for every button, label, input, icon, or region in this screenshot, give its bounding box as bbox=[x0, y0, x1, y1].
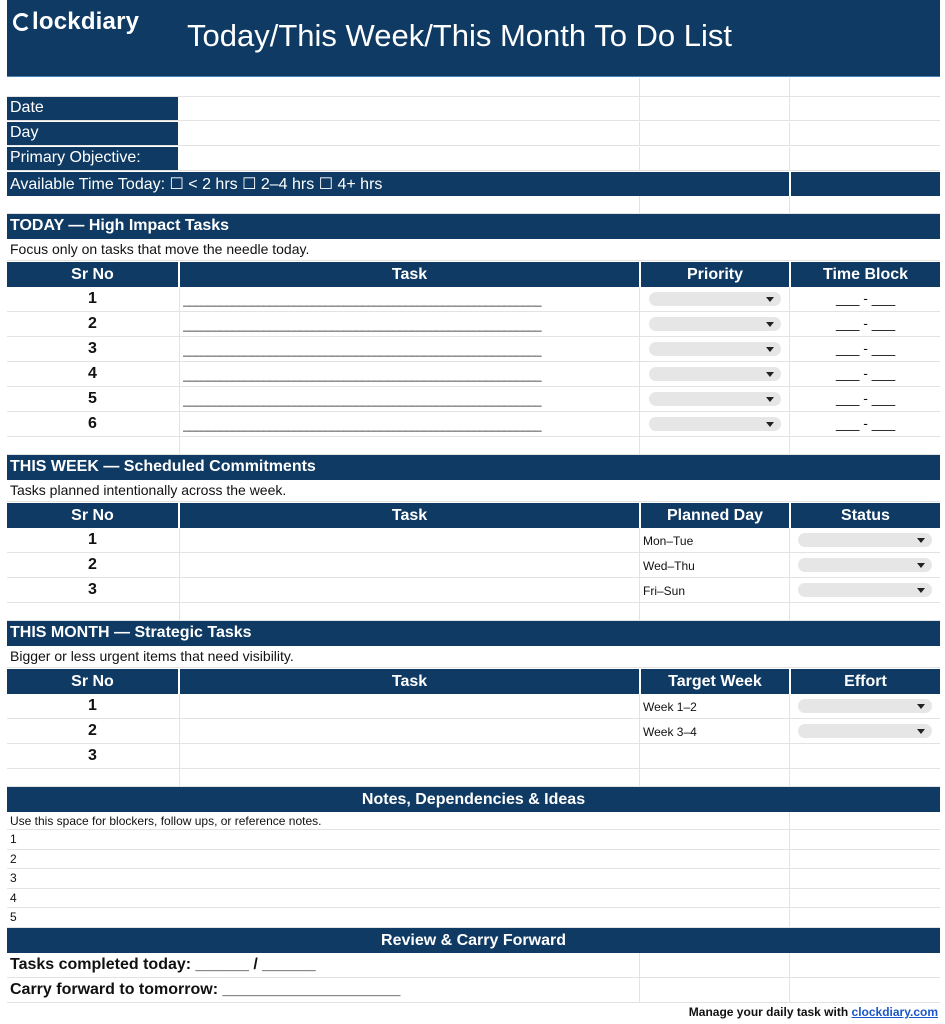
note-line[interactable] bbox=[7, 830, 940, 850]
time-block-field[interactable] bbox=[790, 412, 940, 436]
col-planned-day: Planned Day bbox=[666, 506, 764, 524]
task-field[interactable] bbox=[179, 553, 639, 577]
col-task: Task bbox=[391, 265, 428, 283]
notes-section-header bbox=[7, 787, 940, 812]
week-title: THIS WEEK — Scheduled Commitments bbox=[10, 458, 316, 475]
row-number: 5 bbox=[88, 390, 97, 407]
task-field[interactable] bbox=[179, 719, 639, 743]
chevron-down-icon bbox=[917, 588, 925, 593]
month-section-header bbox=[7, 621, 940, 646]
col-effort: Effort bbox=[844, 672, 887, 690]
date-field[interactable] bbox=[179, 97, 639, 120]
available-time-extra bbox=[791, 172, 940, 196]
today-table-header bbox=[7, 262, 940, 287]
note-line[interactable] bbox=[7, 869, 940, 889]
target-week-cell bbox=[640, 694, 789, 718]
task-field[interactable] bbox=[179, 694, 639, 718]
table-row bbox=[7, 312, 940, 337]
table-row bbox=[7, 387, 940, 412]
header-banner bbox=[7, 0, 940, 77]
table-row bbox=[7, 694, 940, 719]
task-field[interactable] bbox=[179, 744, 639, 768]
dropdown-select[interactable] bbox=[649, 392, 781, 406]
dropdown-select[interactable] bbox=[649, 342, 781, 356]
month-title: THIS MONTH — Strategic Tasks bbox=[10, 624, 252, 641]
dropdown-select[interactable] bbox=[798, 583, 932, 597]
clockdiary-logo bbox=[13, 8, 139, 36]
date-row bbox=[7, 97, 940, 121]
table-row bbox=[7, 287, 940, 312]
time-blank: ___ - ___ bbox=[836, 365, 896, 381]
task-field[interactable] bbox=[179, 362, 639, 386]
planned-day: Wed–Thu bbox=[643, 559, 695, 573]
dropdown-select[interactable] bbox=[649, 317, 781, 331]
today-section-header bbox=[7, 214, 940, 239]
col-priority: Priority bbox=[686, 265, 743, 283]
time-blank: ___ - ___ bbox=[836, 290, 896, 306]
row-number: 3 bbox=[88, 581, 97, 598]
time-blank: ___ - ___ bbox=[836, 315, 896, 331]
logo-text: lockdiary bbox=[32, 8, 140, 35]
col-sr-no: Sr No bbox=[71, 672, 114, 690]
dropdown-select[interactable] bbox=[798, 724, 932, 738]
carry-forward-field[interactable]: Carry forward to tomorrow: ____________________ bbox=[10, 981, 401, 998]
week-table-header bbox=[7, 503, 940, 528]
time-blank: ___ - ___ bbox=[836, 390, 896, 406]
col-status: Status bbox=[841, 506, 890, 524]
time-blank: ___ - ___ bbox=[836, 415, 896, 431]
date-label: Date bbox=[7, 97, 178, 120]
month-table-header bbox=[7, 669, 940, 694]
task-blank: __________________________________________________________ bbox=[183, 343, 542, 357]
note-line[interactable] bbox=[7, 908, 940, 928]
dropdown-select[interactable] bbox=[798, 558, 932, 572]
planned-day-cell bbox=[640, 553, 789, 577]
planned-day: Mon–Tue bbox=[643, 534, 694, 548]
week-subtitle: Tasks planned intentionally across the week. bbox=[10, 482, 287, 498]
col-target-week: Target Week bbox=[668, 672, 762, 690]
row-number: 1 bbox=[88, 531, 97, 548]
chevron-down-icon bbox=[766, 422, 774, 427]
target-week: Week 3–4 bbox=[643, 725, 697, 739]
row-number: 1 bbox=[88, 290, 97, 307]
footer-text: Manage your daily task with bbox=[688, 1005, 849, 1019]
review-section-header bbox=[7, 928, 940, 953]
day-label: Day bbox=[7, 122, 178, 145]
available-time-label[interactable]: Available Time Today: ☐ < 2 hrs ☐ 2–4 hrs ☐ 4+ hrs bbox=[7, 172, 789, 196]
row-number: 2 bbox=[88, 556, 97, 573]
table-row bbox=[7, 412, 940, 437]
task-blank: __________________________________________________________ bbox=[183, 418, 542, 432]
chevron-down-icon bbox=[917, 538, 925, 543]
time-block-field[interactable] bbox=[790, 362, 940, 386]
col-time-block: Time Block bbox=[822, 265, 909, 283]
chevron-down-icon bbox=[766, 372, 774, 377]
planned-day-cell bbox=[640, 578, 789, 602]
chevron-down-icon bbox=[766, 297, 774, 302]
table-row bbox=[7, 528, 940, 553]
notes-subtitle-row bbox=[7, 812, 940, 830]
dropdown-select[interactable] bbox=[798, 533, 932, 547]
spacer-row bbox=[7, 437, 940, 455]
table-row bbox=[7, 578, 940, 603]
task-field[interactable] bbox=[179, 287, 639, 311]
note-number: 1 bbox=[10, 832, 17, 846]
task-blank: __________________________________________________________ bbox=[183, 293, 542, 307]
col-task: Task bbox=[391, 506, 428, 524]
carry-forward-row bbox=[7, 978, 940, 1003]
chevron-down-icon bbox=[766, 397, 774, 402]
spacer-row bbox=[7, 78, 940, 97]
page-title: Today/This Week/This Month To Do List bbox=[187, 18, 733, 53]
objective-field[interactable] bbox=[179, 147, 639, 170]
note-line[interactable] bbox=[7, 889, 940, 909]
planned-day-cell bbox=[640, 528, 789, 552]
row-number: 2 bbox=[88, 722, 97, 739]
target-week-cell bbox=[640, 719, 789, 743]
task-field[interactable] bbox=[179, 337, 639, 361]
task-field[interactable] bbox=[179, 312, 639, 336]
today-subtitle-row bbox=[7, 239, 940, 261]
table-row bbox=[7, 337, 940, 362]
chevron-down-icon bbox=[766, 322, 774, 327]
col-task: Task bbox=[391, 672, 428, 690]
col-sr-no: Sr No bbox=[71, 265, 114, 283]
row-number: 2 bbox=[88, 315, 97, 332]
note-number: 4 bbox=[10, 890, 17, 905]
month-subtitle: Bigger or less urgent items that need visibility. bbox=[10, 648, 294, 664]
task-blank: __________________________________________________________ bbox=[183, 318, 542, 332]
row-number: 3 bbox=[88, 747, 97, 764]
time-block-field[interactable] bbox=[790, 387, 940, 411]
chevron-down-icon bbox=[917, 563, 925, 568]
dropdown-select[interactable] bbox=[798, 699, 932, 713]
today-subtitle: Focus only on tasks that move the needle today. bbox=[10, 241, 310, 257]
time-block-field[interactable] bbox=[790, 287, 940, 311]
objective-row bbox=[7, 147, 940, 171]
dropdown-select[interactable] bbox=[649, 417, 781, 431]
spacer-row bbox=[7, 769, 940, 787]
time-block-field[interactable] bbox=[790, 337, 940, 361]
row-number: 3 bbox=[88, 340, 97, 357]
note-line[interactable] bbox=[7, 850, 940, 870]
week-subtitle-row bbox=[7, 480, 940, 502]
row-number: 4 bbox=[88, 365, 97, 382]
note-number: 2 bbox=[10, 851, 17, 866]
task-field[interactable] bbox=[179, 412, 639, 436]
tasks-completed-field[interactable]: Tasks completed today: ______ / ______ bbox=[10, 956, 316, 973]
review-title: Review & Carry Forward bbox=[381, 931, 566, 949]
table-row bbox=[7, 744, 940, 769]
time-blank: ___ - ___ bbox=[836, 340, 896, 356]
notes-title: Notes, Dependencies & Ideas bbox=[361, 790, 586, 808]
planned-day: Fri–Sun bbox=[643, 584, 686, 598]
week-section-header bbox=[7, 455, 940, 480]
row-number: 6 bbox=[88, 415, 97, 432]
note-number: 5 bbox=[10, 910, 17, 924]
task-field[interactable] bbox=[179, 528, 639, 552]
note-number: 3 bbox=[10, 871, 17, 885]
footer-note bbox=[689, 1005, 938, 1019]
chevron-down-icon bbox=[917, 729, 925, 734]
clock-logo-icon bbox=[13, 13, 31, 31]
task-field[interactable] bbox=[179, 387, 639, 411]
table-row bbox=[7, 553, 940, 578]
task-blank: __________________________________________________________ bbox=[183, 368, 542, 382]
clockdiary-link[interactable]: clockdiary.com bbox=[851, 1005, 938, 1019]
chevron-down-icon bbox=[766, 347, 774, 352]
notes-subtitle: Use this space for blockers, follow ups, or reference notes. bbox=[10, 814, 322, 828]
dropdown-select[interactable] bbox=[649, 367, 781, 381]
task-blank: __________________________________________________________ bbox=[183, 393, 542, 407]
table-row bbox=[7, 362, 940, 387]
tasks-completed-row bbox=[7, 953, 940, 978]
target-week: Week 1–2 bbox=[643, 700, 697, 714]
time-block-field[interactable] bbox=[790, 312, 940, 336]
col-sr-no: Sr No bbox=[71, 506, 114, 524]
day-field[interactable] bbox=[179, 122, 639, 145]
dropdown-select[interactable] bbox=[649, 292, 781, 306]
month-subtitle-row bbox=[7, 646, 940, 668]
target-week-cell bbox=[640, 744, 789, 768]
table-row bbox=[7, 719, 940, 744]
chevron-down-icon bbox=[917, 704, 925, 709]
spacer-row bbox=[7, 603, 940, 621]
spacer-row bbox=[7, 196, 940, 214]
row-number: 1 bbox=[88, 697, 97, 714]
day-row bbox=[7, 122, 940, 146]
today-title: TODAY — High Impact Tasks bbox=[10, 217, 230, 234]
task-field[interactable] bbox=[179, 578, 639, 602]
objective-label: Primary Objective: bbox=[7, 147, 178, 170]
available-time-row bbox=[7, 172, 940, 196]
